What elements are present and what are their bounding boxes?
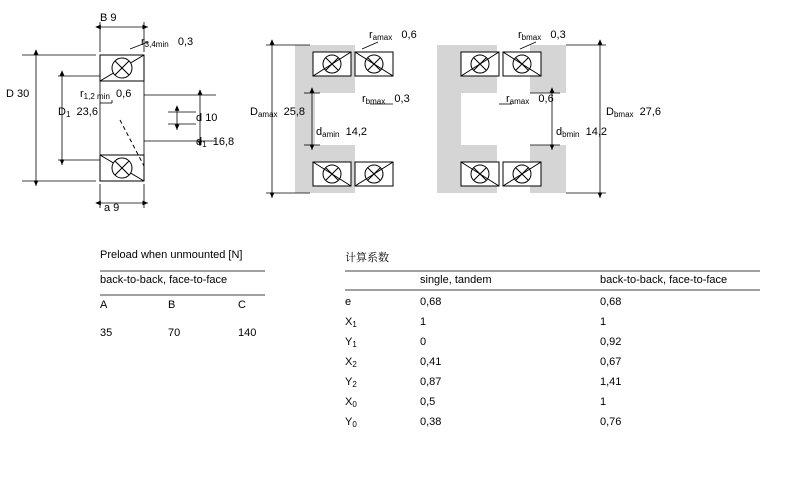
label-dbmin: $d_{bmin}$ 14,2 bbox=[556, 126, 608, 139]
factor-row-name-3: $X_2$ bbox=[345, 356, 357, 369]
factor-row-pair-1: 1 bbox=[600, 316, 607, 328]
factor-row-name-4: $Y_2$ bbox=[345, 376, 357, 389]
factor-row-name-0: e bbox=[345, 296, 352, 308]
label-width-b: B 9 bbox=[100, 12, 117, 24]
factor-row-single-3: 0,41 bbox=[420, 356, 442, 368]
factor-row-pair-3: 0,67 bbox=[600, 356, 622, 368]
factor-row-single-2: 0 bbox=[420, 336, 427, 348]
label-damax: $D_{amax}$ 25,8 bbox=[250, 106, 306, 119]
label-dbmax: $D_{bmax}$ 27,6 bbox=[606, 106, 662, 119]
label-ramax-left: $r_{amax}$ 0,6 bbox=[369, 29, 417, 42]
label-rbmax-inner: $r_{bmax}$ 0,3 bbox=[362, 93, 410, 106]
factor-header-single: single, tandem bbox=[420, 274, 492, 286]
preload-header-a: A bbox=[100, 299, 108, 311]
factor-row-name-5: $X_0$ bbox=[345, 396, 357, 409]
factor-row-single-4: 0,87 bbox=[420, 376, 442, 388]
mounted-bearings-section bbox=[313, 52, 541, 186]
factor-row-single-6: 0,38 bbox=[420, 416, 442, 428]
preload-header-c: C bbox=[238, 299, 246, 311]
label-ramax-inner: $r_{amax}$ 0,6 bbox=[506, 93, 554, 106]
label-d1-bore-shoulder: $D_1$ 23,6 bbox=[58, 106, 98, 119]
preload-header-b: B bbox=[168, 299, 176, 311]
label-d1-small: $d_1$ 16,8 bbox=[196, 136, 235, 149]
factor-row-name-6: $Y_0$ bbox=[345, 416, 357, 429]
factor-row-name-2: $Y_1$ bbox=[345, 336, 357, 349]
label-damin: $d_{amin}$ 14,2 bbox=[316, 126, 368, 139]
factor-row-single-0: 0,68 bbox=[420, 296, 442, 308]
label-outer-diameter: D 30 bbox=[6, 88, 30, 100]
preload-table-title: Preload when unmounted [N] bbox=[100, 249, 243, 261]
label-bore-d: d 10 bbox=[196, 112, 218, 124]
factor-row-pair-2: 0,92 bbox=[600, 336, 622, 348]
preload-value-a: 35 bbox=[100, 327, 113, 339]
factor-row-pair-0: 0,68 bbox=[600, 296, 622, 308]
factor-row-pair-6: 0,76 bbox=[600, 416, 622, 428]
preload-value-c: 140 bbox=[238, 327, 257, 339]
factor-header-pair: back-to-back, face-to-face bbox=[600, 274, 728, 286]
factor-row-single-1: 1 bbox=[420, 316, 427, 328]
factor-row-pair-5: 1 bbox=[600, 396, 607, 408]
factor-row-pair-4: 1,41 bbox=[600, 376, 622, 388]
factor-table-title: 计算系数 bbox=[345, 252, 389, 264]
left-bearing-section bbox=[100, 55, 144, 181]
factor-row-single-5: 0,5 bbox=[420, 396, 436, 408]
label-r34min: $r_{3,4min}$ 0,3 bbox=[141, 36, 194, 49]
label-r12min: $r_{1,2 min}$ 0,6 bbox=[80, 88, 132, 101]
label-shoulder-a: a 9 bbox=[104, 202, 120, 214]
preload-table-subtitle: back-to-back, face-to-face bbox=[100, 274, 228, 286]
label-rbmax-right: $r_{bmax}$ 0,3 bbox=[518, 29, 566, 42]
preload-value-b: 70 bbox=[168, 327, 181, 339]
factor-row-name-1: $X_1$ bbox=[345, 316, 357, 329]
